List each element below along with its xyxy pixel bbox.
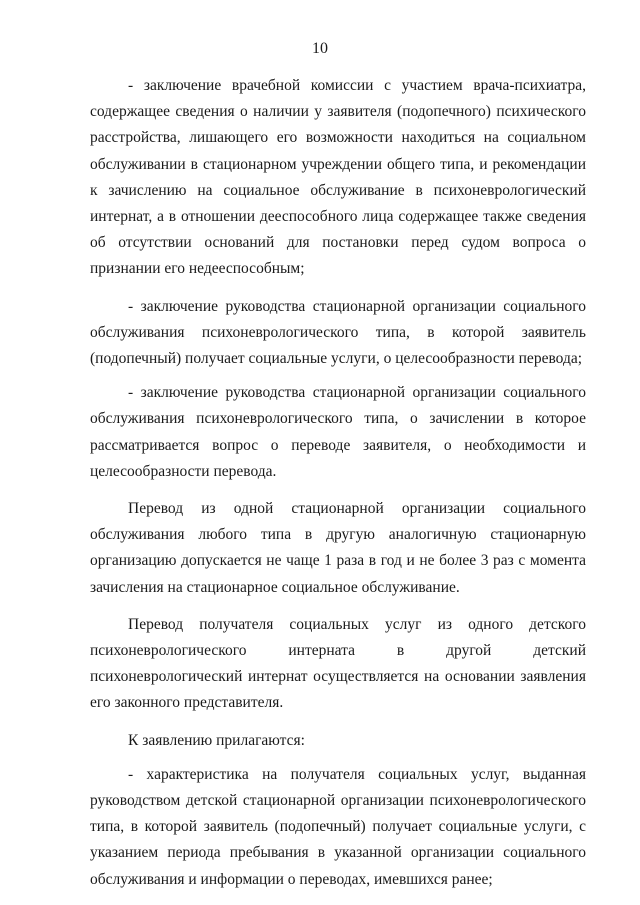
paragraph-characteristic: - характеристика на получателя социальных услуг, выданная руководством детской стационарной организации психоневрологического типа, в которой заявитель (подопечный) получает социальные услуги, с указанием периода пребывания в указанной организации социального обслуживания и информации о переводах, имевшихся ранее;: [90, 765, 586, 888]
paragraph-child-transfer: Перевод получателя социальных услуг из одного детского психоневрологического интерната в другой детский психоневрологический интернат осуществляется на основании заявления его законного представителя.: [90, 615, 586, 712]
paragraph-transfer-frequency: Перевод из одной стационарной организации социального обслуживания любого типа в другую аналогичную стационарную организацию допускается не чаще 1 раза в год и не более 3 раз с момента зачисления на стационарное социальное обслуживание.: [90, 500, 586, 596]
page-number: 10: [312, 40, 328, 57]
paragraph-target-org-conclusion: - заключение руководства стационарной организации социального обслуживания психоневрологического типа, о зачислении в которое рассматривается вопрос о переводе заявителя, о необходимости и целесообразности перевода.: [90, 384, 586, 480]
paragraph-current-org-conclusion: - заключение руководства стационарной организации социального обслуживания психоневрологического типа, в которой заявитель (подопечный) получает социальные услуги, о целесообразности перевода;: [90, 297, 586, 368]
paragraph-attachments-heading: К заявлению прилагаются:: [128, 731, 305, 749]
document-body: [90, 73, 586, 893]
paragraph-medical-commission: - заключение врачебной комиссии с участием врача-психиатра, содержащее сведения о наличии у заявителя (подопечного) психического расстройства, лишающего его возможности находиться на социальном обслуживании в стационарном учреждении общего типа, и рекомендации к зачислению на социальное обслуживание в психоневрологический интернат, а в отношении дееспособного лица содержащее также сведения об отсутствии оснований для постановки перед судом вопроса о признании его недееспособным;: [90, 77, 586, 278]
